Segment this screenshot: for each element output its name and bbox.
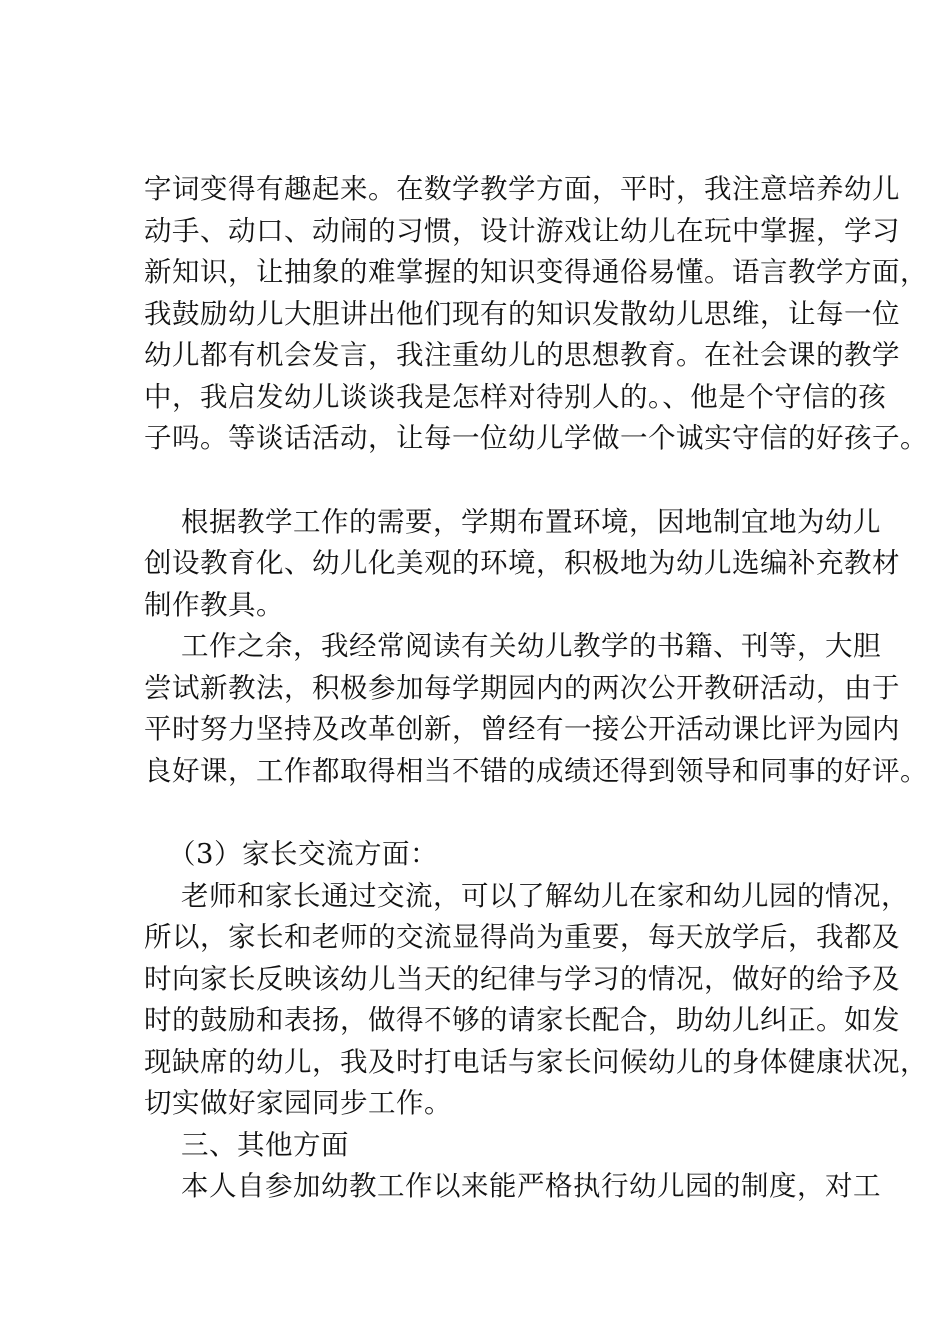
paragraph-line: 我鼓励幼儿大胆讲出他们现有的知识发散幼儿思维，让每一位 [144, 298, 900, 330]
paragraph-line: 幼儿都有机会发言，我注重幼儿的思想教育。在社会课的教学 [144, 339, 900, 371]
paragraph-line: 老师和家长通过交流，可以了解幼儿在家和幼儿园的情况， [181, 880, 909, 912]
paragraph-line: 创设教育化、幼儿化美观的环境，积极地为幼儿选编补充教材 [144, 547, 900, 579]
paragraph-line: 子吗。等谈话活动，让每一位幼儿学做一个诚实守信的好孩子。 [144, 422, 928, 454]
paragraph-line: 工作之余，我经常阅读有关幼儿教学的书籍、刊等，大胆 [181, 630, 881, 662]
paragraph-line: 字词变得有趣起来。在数学教学方面，平时，我注意培养幼儿 [144, 173, 900, 205]
paragraph-line: 现缺席的幼儿，我及时打电话与家长问候幼儿的身体健康状况， [144, 1046, 928, 1078]
paragraph-line: 制作教具。 [144, 589, 284, 621]
paragraph-line: 时的鼓励和表扬，做得不够的请家长配合，助幼儿纠正。如发 [144, 1004, 900, 1036]
paragraph-line: 平时努力坚持及改革创新，曾经有一接公开活动课比评为园内 [144, 713, 900, 745]
paragraph-line: 切实做好家园同步工作。 [144, 1087, 452, 1119]
paragraph-line: 中，我启发幼儿谈谈我是怎样对待别人的。、他是个守信的孩 [144, 381, 887, 413]
paragraph-line: 时向家长反映该幼儿当天的纪律与学习的情况，做好的给予及 [144, 963, 900, 995]
paragraph-line: 所以，家长和老师的交流显得尚为重要，每天放学后，我都及 [144, 921, 900, 953]
paragraph-line: 动手、动口、动闹的习惯，设计游戏让幼儿在玩中掌握，学习 [144, 215, 900, 247]
paragraph-line: 良好课，工作都取得相当不错的成绩还得到领导和同事的好评。 [144, 755, 928, 787]
section-heading: 三、其他方面 [181, 1129, 349, 1161]
paragraph-line: 本人自参加幼教工作以来能严格执行幼儿园的制度，对工 [181, 1170, 881, 1202]
section-heading: （3）家长交流方面： [168, 838, 438, 870]
paragraph-line: 根据教学工作的需要，学期布置环境，因地制宜地为幼儿 [181, 506, 881, 538]
paragraph-line: 尝试新教法，积极参加每学期园内的两次公开教研活动，由于 [144, 672, 900, 704]
paragraph-line: 新知识，让抽象的难掌握的知识变得通俗易懂。语言教学方面， [144, 256, 928, 288]
